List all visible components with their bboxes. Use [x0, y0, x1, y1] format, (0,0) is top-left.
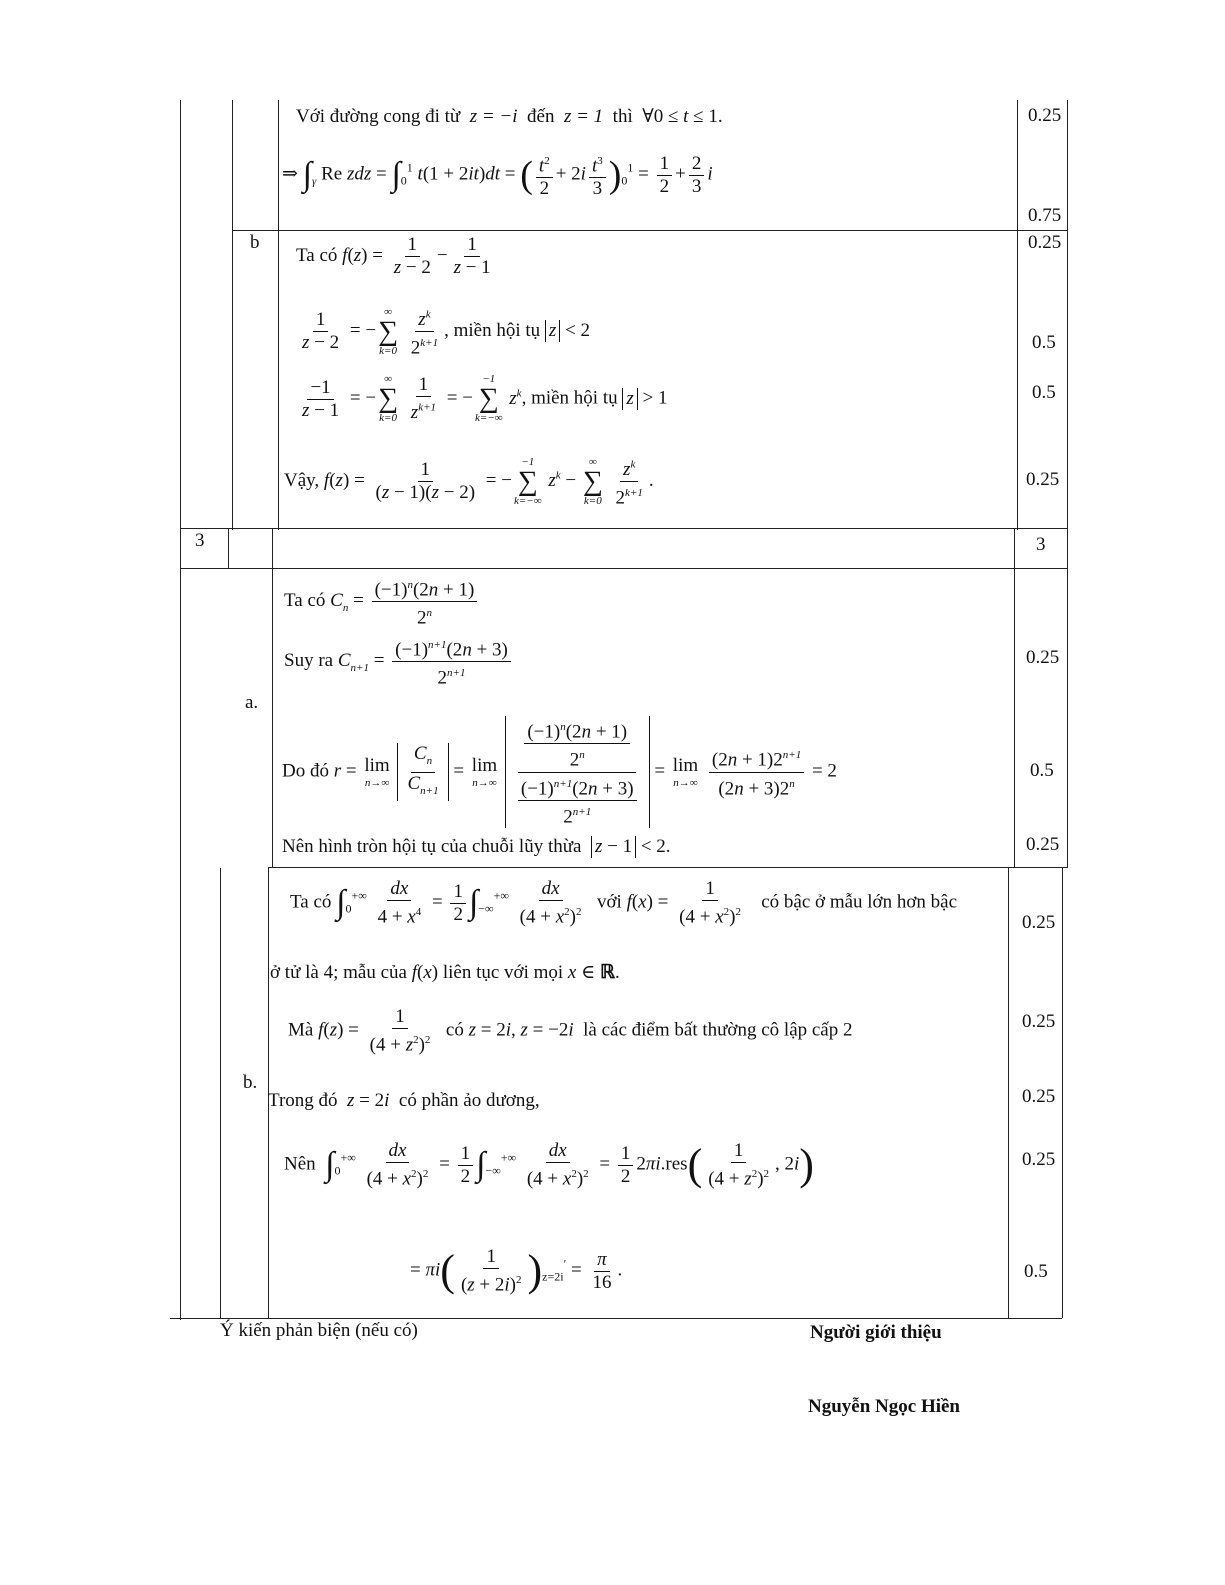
part-label-a: a. — [245, 692, 259, 713]
score-cell: 0.5 — [1024, 1261, 1048, 1282]
table-col-border-2 — [278, 100, 279, 530]
residue-formula: Nên $\int_0^{+\infty}$ $\frac{dx}{(4 + x^2)^2}$ = $\frac{1}{2}$ $\int_{-\infty}^{+\infty}$ $\frac{dx}{(4 + x^2)^2}$ = $\frac{1}{2}$ 2πi.res( $\frac{1}{(4 + z^2)^2}$ , 2i) — [284, 1140, 814, 1190]
table-col-border-3c — [1008, 868, 1009, 1318]
table-col-border-1c — [220, 868, 221, 1318]
table-right-border-c — [1062, 868, 1063, 1318]
convergence-disc-statement: Nên hình tròn hội tụ của chuỗi lũy thừa z − 1 < 2. — [282, 836, 671, 857]
radius-of-convergence-formula: Do đó r = lim n→∞ $\frac{C_n}{C_{n+1}}$ = lim n→∞ $\frac{\frac{(-1)^n(2n + 1)}{2^n}}{\frac{(-1)^{n+1}(2n + 3)}{2^{n+1}}}$ = lim n→∞ $\frac{(2n + 1)2^{n+1}}{(2n + 3)2^n}$ = 2 — [282, 716, 837, 828]
score-cell: 0.5 — [1030, 760, 1054, 781]
score-cell: 0.75 — [1028, 205, 1062, 226]
score-cell: 0.25 — [1026, 647, 1060, 668]
table-bottom-border — [170, 1318, 1062, 1319]
introducer-title: Người giới thiệu — [810, 1322, 942, 1343]
table-col-border-3 — [1017, 100, 1018, 530]
partial-fraction-formula: Ta có f(z) = $\frac{1}{z - 2}$ − $\frac{1}{z - 1}$ — [296, 234, 491, 278]
table-col-border-1b — [228, 528, 229, 568]
row-divider-3 — [180, 568, 1067, 569]
table-col-border-1 — [232, 100, 233, 530]
review-comment-label: Ý kiến phản biện (nếu có) — [220, 1320, 418, 1341]
score-cell: 0.25 — [1028, 105, 1062, 126]
positive-imaginary-statement: Trong đó z = 2i có phần ảo dương, — [268, 1090, 540, 1111]
question-number: 3 — [195, 530, 205, 551]
next-coefficient-formula: Suy ra $C_{n+1}$ = $\frac{(-1)^{n+1}(2n + 3)}{2^{n+1}}$ — [284, 634, 514, 690]
residue-result: = πi( $\frac{1}{(z + 2i)^2}$ )$_{z=2i}'$ = $\frac{\pi}{16}$ . — [410, 1246, 623, 1296]
row-divider-1 — [232, 230, 1067, 231]
curve-statement: Với đường cong đi từ z = −i đến z = 1 thì ∀0 ≤ t ≤ 1. — [296, 106, 723, 127]
table-right-border-b — [1067, 528, 1068, 868]
coefficient-formula: Ta có $C_n$ = $\frac{(-1)^n(2n + 1)}{2^n}$ — [284, 574, 480, 630]
introducer-name: Nguyễn Ngọc Hiền — [808, 1396, 960, 1417]
score-cell: 0.25 — [1022, 1149, 1056, 1170]
score-cell: 0.25 — [1022, 1011, 1056, 1032]
curve-integral-formula: ⇒ $\int_\gamma$ Re zdz = $\int_0^1$ t(1 + 2it)dt = ( $\frac{t^2}{2}$ + 2i $\frac{t^3}{3}$ )$_0^1$ = $\frac{1}{2}$ + $\frac{2}{3}$ i — [282, 150, 713, 200]
singularities-statement: Mà f(z) = $\frac{1}{(4 + z^2)^2}$ có z = 2i, z = −2i là các điểm bất thường cô lập cấp 2 — [288, 1006, 853, 1056]
score-cell: 0.25 — [1022, 1086, 1056, 1107]
table-col-border-2b — [272, 528, 273, 868]
improper-integral-statement: Ta có $\int_0^{+\infty}$ $\frac{dx}{4 + x^4}$ = $\frac{1}{2}$ $\int_{-\infty}^{+\infty}$ $\frac{dx}{(4 + x^2)^2}$ với f(x) = $\frac{1}{(4 + x^2)^2}$ có bậc ở mẫu lớn hơn bậc — [290, 878, 958, 928]
table-left-outer-border — [180, 100, 181, 1320]
part-label-b3: b. — [243, 1072, 258, 1093]
row-divider-2 — [180, 528, 1067, 529]
score-cell: 0.25 — [1022, 912, 1056, 933]
row-divider-4 — [268, 867, 1067, 868]
score-cell: 0.5 — [1032, 332, 1056, 353]
part-label-b: b — [250, 232, 260, 253]
score-cell: 0.25 — [1026, 469, 1060, 490]
series-expansion-2: $\frac{-1}{z - 1}$ = − ∞ ∑ k=0 $\frac{1}{z^{k+1}}$ = − −1 ∑ k=−∞ $z^k$, miền hội tụ z > 1 — [302, 373, 668, 425]
series-expansion-1: $\frac{1}{z - 2}$ = − ∞ ∑ k=0 $\frac{z^k}{2^{k+1}}$ , miền hội tụ z < 2 — [302, 305, 591, 359]
table-right-border-top — [1067, 100, 1068, 530]
score-cell: 0.5 — [1032, 382, 1056, 403]
score-cell: 0.25 — [1026, 834, 1060, 855]
score-cell: 0.25 — [1028, 232, 1062, 253]
continuity-statement: ở tử là 4; mẫu của f(x) liên tục với mọi x ∈ ℝ. — [270, 962, 620, 983]
question-total-score: 3 — [1036, 534, 1046, 555]
table-col-border-3b — [1014, 528, 1015, 868]
laurent-series-result: Vậy, f(z) = $\frac{1}{(z - 1)(z - 2)}$ = − −1 ∑ k=−∞ $z^k$ − ∞ ∑ k=0 $\frac{z^k}{2^{k+1}}$ . — [284, 455, 654, 509]
